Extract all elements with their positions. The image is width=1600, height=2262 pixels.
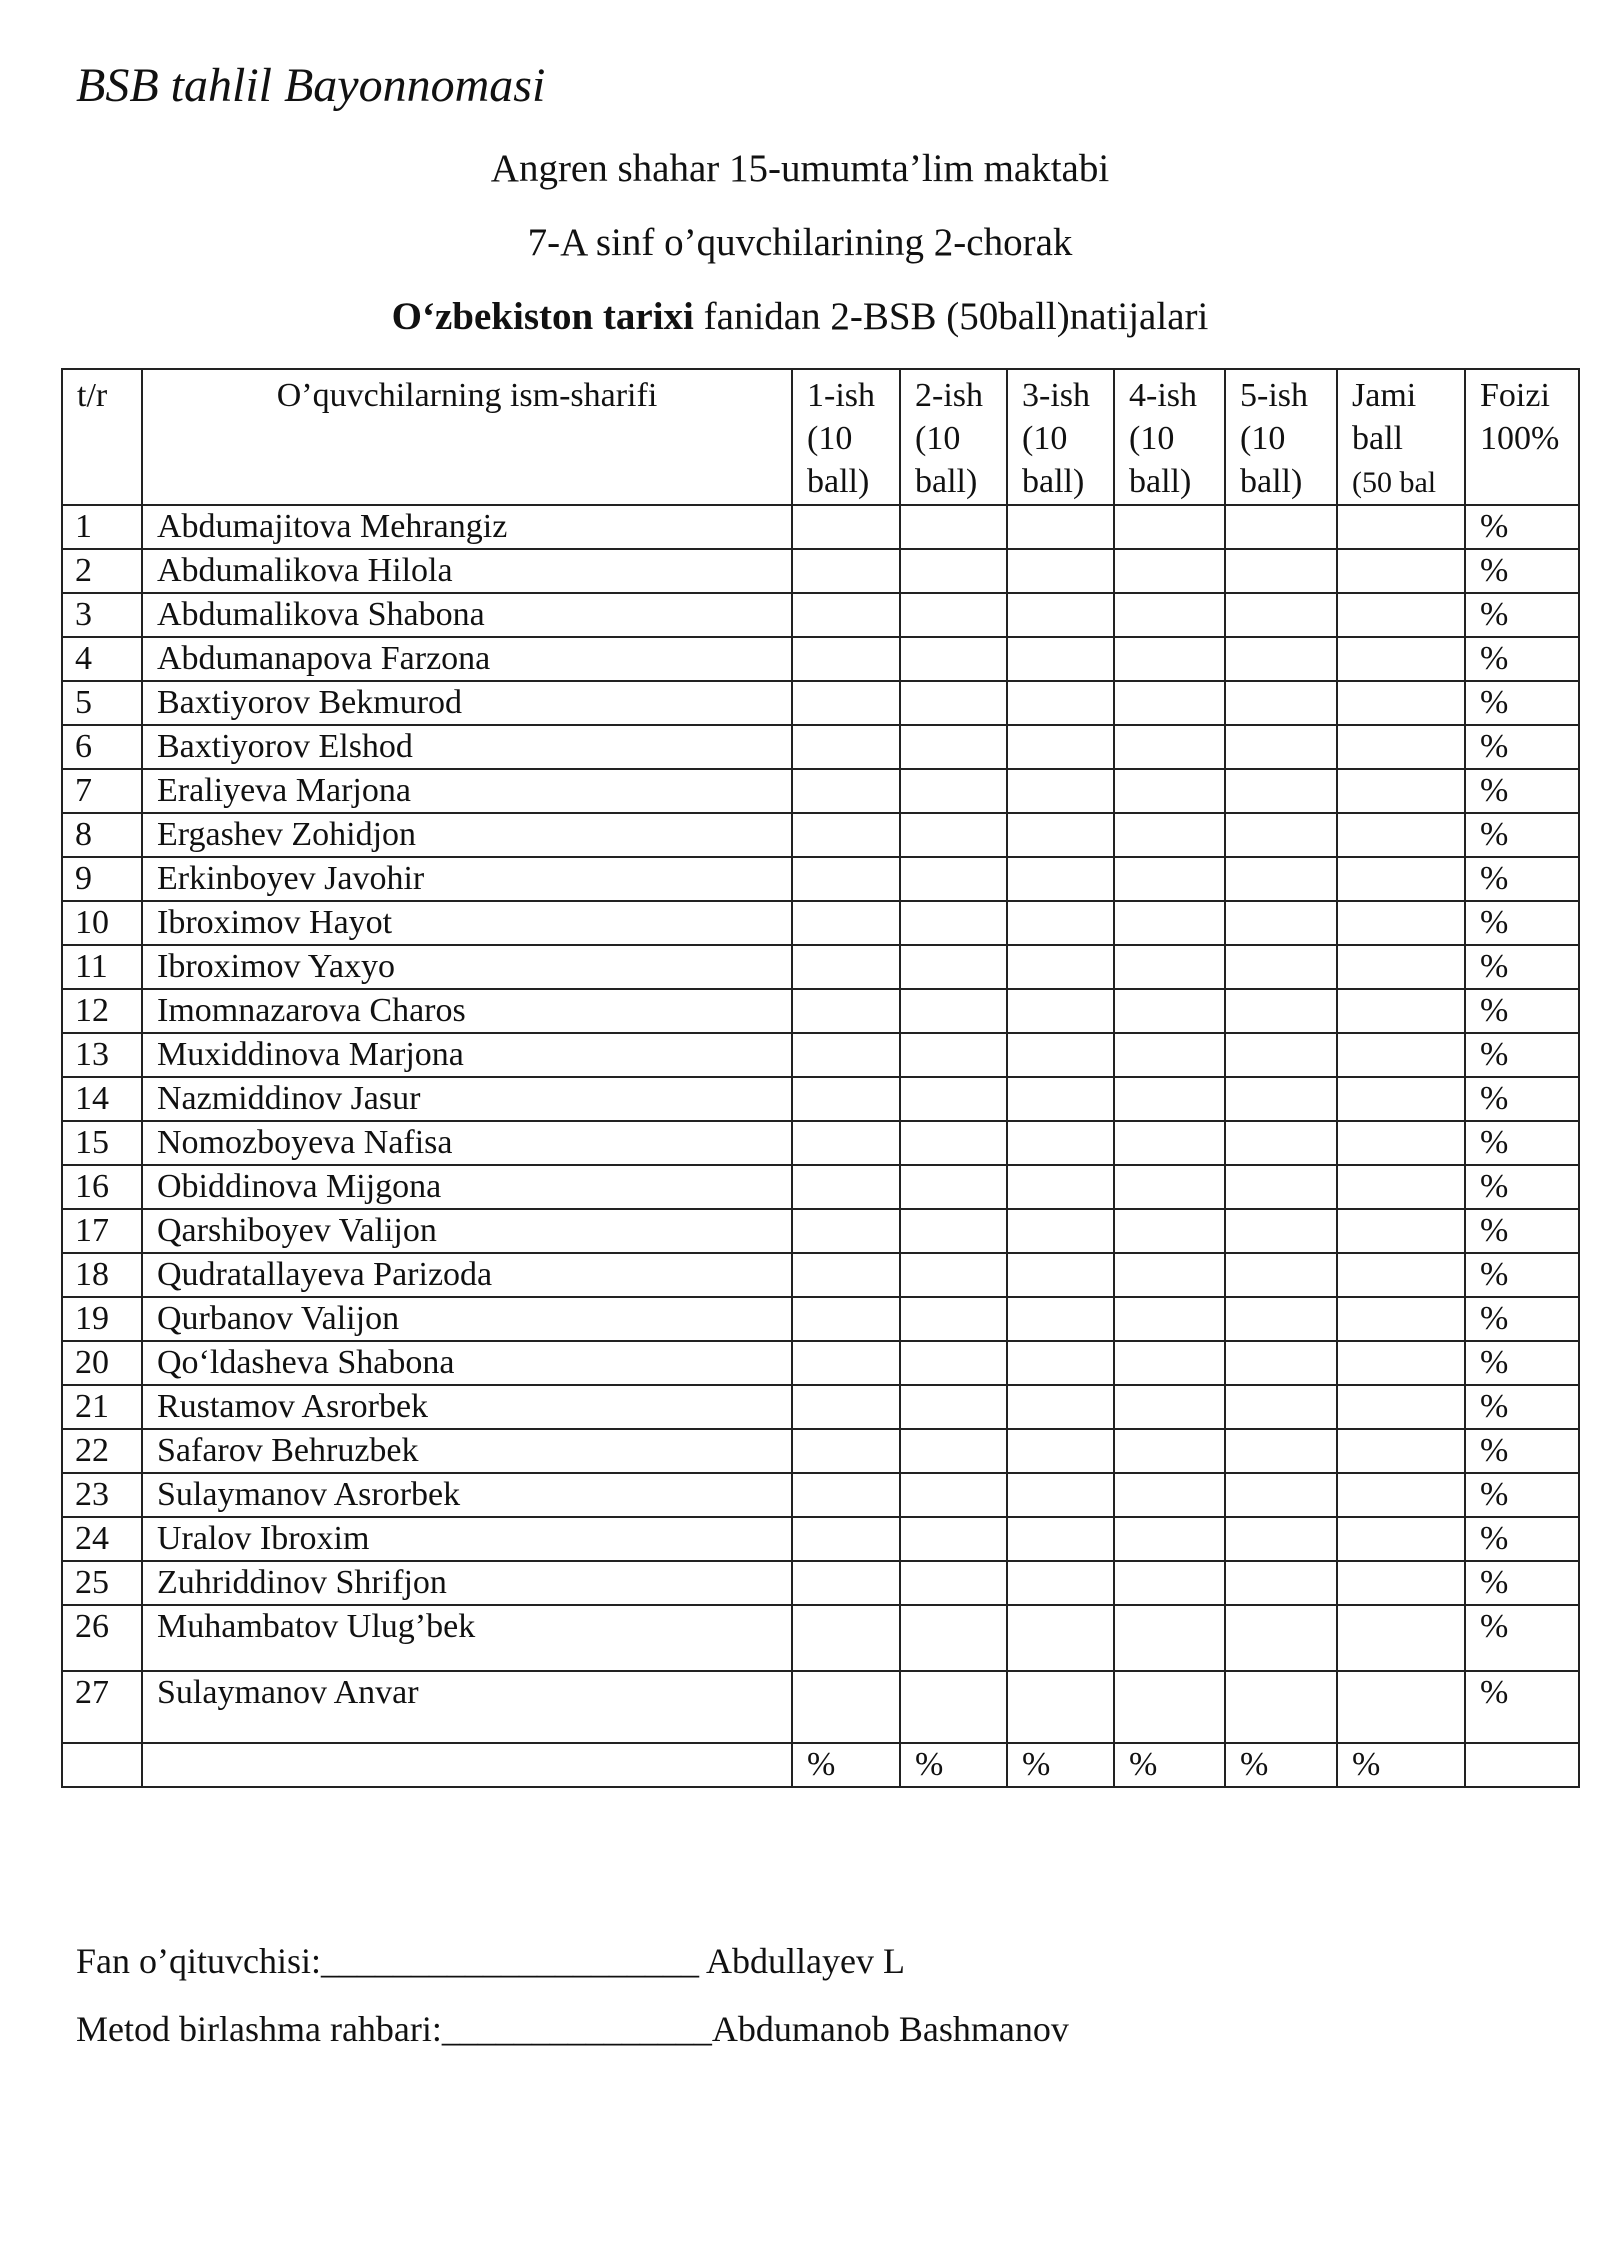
score-task-5 [1225, 1429, 1337, 1473]
score-task-1 [792, 505, 900, 549]
score-total [1337, 1605, 1465, 1671]
student-name: Rustamov Asrorbek [142, 1385, 792, 1429]
student-name: Muhambatov Ulug’bek [142, 1605, 792, 1671]
score-task-1 [792, 1385, 900, 1429]
student-name: Zuhriddinov Shrifjon [142, 1561, 792, 1605]
student-name: Ergashev Zohidjon [142, 813, 792, 857]
score-task-1 [792, 1077, 900, 1121]
student-name: Abdumalikova Hilola [142, 549, 792, 593]
row-number: 2 [62, 549, 142, 593]
score-total [1337, 1671, 1465, 1743]
totals-task-3: % [1007, 1743, 1114, 1787]
score-task-1 [792, 1429, 900, 1473]
score-total [1337, 681, 1465, 725]
totals-total: % [1337, 1743, 1465, 1787]
class-line: 7-A sinf o’quvchilarining 2-chorak [527, 221, 1073, 264]
row-number: 11 [62, 945, 142, 989]
score-total [1337, 637, 1465, 681]
table-row [62, 637, 1579, 681]
row-number: 22 [62, 1429, 142, 1473]
score-total [1337, 1517, 1465, 1561]
score-task-3 [1007, 1473, 1114, 1517]
row-number: 23 [62, 1473, 142, 1517]
student-name: Erkinboyev Javohir [142, 857, 792, 901]
score-task-3 [1007, 725, 1114, 769]
header-task-5: 5-ish (10 ball) [1225, 369, 1337, 505]
score-total [1337, 813, 1465, 857]
subject-description: fanidan 2-BSB (50ball)natijalari [693, 295, 1209, 338]
score-task-4 [1114, 945, 1225, 989]
score-percent: % [1465, 505, 1579, 549]
student-name: Eraliyeva Marjona [142, 769, 792, 813]
score-task-5 [1225, 1517, 1337, 1561]
totals-num-cell [62, 1743, 142, 1787]
table-row [62, 1121, 1579, 1165]
score-task-3 [1007, 637, 1114, 681]
score-total [1337, 857, 1465, 901]
score-task-4 [1114, 637, 1225, 681]
row-number: 9 [62, 857, 142, 901]
score-task-4 [1114, 1517, 1225, 1561]
score-task-1 [792, 1473, 900, 1517]
score-task-2 [900, 637, 1007, 681]
row-number: 12 [62, 989, 142, 1033]
score-percent: % [1465, 593, 1579, 637]
totals-percent [1465, 1743, 1579, 1787]
score-total [1337, 1253, 1465, 1297]
table-row [62, 857, 1579, 901]
table-row [62, 1473, 1579, 1517]
score-task-4 [1114, 769, 1225, 813]
score-task-2 [900, 1517, 1007, 1561]
score-task-2 [900, 1605, 1007, 1671]
score-task-5 [1225, 1033, 1337, 1077]
score-percent: % [1465, 1033, 1579, 1077]
table-row [62, 1077, 1579, 1121]
score-total [1337, 1077, 1465, 1121]
score-task-2 [900, 1429, 1007, 1473]
student-name: Ibroximov Hayot [142, 901, 792, 945]
score-task-5 [1225, 1165, 1337, 1209]
table-row [62, 1561, 1579, 1605]
score-task-2 [900, 813, 1007, 857]
row-number: 24 [62, 1517, 142, 1561]
student-name: Nazmiddinov Jasur [142, 1077, 792, 1121]
header-task-1: 1-ish (10 ball) [792, 369, 900, 505]
score-task-2 [900, 593, 1007, 637]
head-signature: Metod birlashma rahbari:_______________Abdumanob Bashmanov [76, 2009, 1069, 2049]
row-number: 17 [62, 1209, 142, 1253]
score-task-1 [792, 1165, 900, 1209]
table-row [62, 1209, 1579, 1253]
score-task-1 [792, 549, 900, 593]
totals-task-2: % [900, 1743, 1007, 1787]
totals-row [62, 1743, 1579, 1787]
score-task-5 [1225, 1121, 1337, 1165]
score-percent: % [1465, 725, 1579, 769]
score-percent: % [1465, 1473, 1579, 1517]
table-row [62, 813, 1579, 857]
score-task-4 [1114, 813, 1225, 857]
header-row [62, 369, 1579, 505]
score-task-1 [792, 1605, 900, 1671]
score-task-4 [1114, 505, 1225, 549]
student-name: Muxiddinova Marjona [142, 1033, 792, 1077]
score-percent: % [1465, 1385, 1579, 1429]
score-task-2 [900, 1253, 1007, 1297]
score-task-3 [1007, 593, 1114, 637]
score-task-3 [1007, 945, 1114, 989]
score-task-5 [1225, 1561, 1337, 1605]
score-task-4 [1114, 1429, 1225, 1473]
score-task-4 [1114, 1671, 1225, 1743]
score-task-4 [1114, 1385, 1225, 1429]
score-task-2 [900, 769, 1007, 813]
subject-line [0, 294, 1600, 339]
score-task-3 [1007, 1561, 1114, 1605]
document-title: BSB tahlil Bayonnomasi [76, 59, 546, 112]
score-task-2 [900, 681, 1007, 725]
score-total [1337, 1033, 1465, 1077]
score-task-1 [792, 725, 900, 769]
score-total [1337, 1341, 1465, 1385]
score-task-4 [1114, 989, 1225, 1033]
score-percent: % [1465, 1297, 1579, 1341]
header-task-4: 4-ish (10 ball) [1114, 369, 1225, 505]
score-task-1 [792, 901, 900, 945]
score-task-3 [1007, 857, 1114, 901]
row-number: 8 [62, 813, 142, 857]
table-row [62, 1429, 1579, 1473]
score-task-5 [1225, 1671, 1337, 1743]
score-task-5 [1225, 989, 1337, 1033]
table-row [62, 681, 1579, 725]
score-task-3 [1007, 1385, 1114, 1429]
row-number: 21 [62, 1385, 142, 1429]
score-task-4 [1114, 1561, 1225, 1605]
score-percent: % [1465, 1077, 1579, 1121]
score-task-5 [1225, 1385, 1337, 1429]
score-task-5 [1225, 1209, 1337, 1253]
row-number: 18 [62, 1253, 142, 1297]
header-name: O’quvchilarning ism-sharifi [142, 369, 792, 505]
score-task-3 [1007, 1429, 1114, 1473]
score-total [1337, 945, 1465, 989]
score-task-2 [900, 1561, 1007, 1605]
student-name: Qudratallayeva Parizoda [142, 1253, 792, 1297]
student-name: Qurbanov Valijon [142, 1297, 792, 1341]
score-task-2 [900, 1209, 1007, 1253]
score-task-1 [792, 1121, 900, 1165]
score-task-2 [900, 725, 1007, 769]
score-task-5 [1225, 813, 1337, 857]
score-total [1337, 1385, 1465, 1429]
score-task-4 [1114, 1033, 1225, 1077]
score-task-4 [1114, 593, 1225, 637]
row-number: 4 [62, 637, 142, 681]
row-number: 13 [62, 1033, 142, 1077]
score-task-3 [1007, 1121, 1114, 1165]
score-percent: % [1465, 1561, 1579, 1605]
student-name: Qarshiboyev Valijon [142, 1209, 792, 1253]
score-percent: % [1465, 901, 1579, 945]
score-task-1 [792, 857, 900, 901]
score-task-4 [1114, 725, 1225, 769]
student-name: Sulaymanov Anvar [142, 1671, 792, 1743]
score-task-4 [1114, 1121, 1225, 1165]
row-number: 1 [62, 505, 142, 549]
totals-name-cell [142, 1743, 792, 1787]
score-task-5 [1225, 505, 1337, 549]
score-task-3 [1007, 1297, 1114, 1341]
row-number: 26 [62, 1605, 142, 1671]
score-total [1337, 1297, 1465, 1341]
score-task-1 [792, 593, 900, 637]
score-task-4 [1114, 1297, 1225, 1341]
student-name: Abdumanapova Farzona [142, 637, 792, 681]
row-number: 3 [62, 593, 142, 637]
table-row [62, 505, 1579, 549]
student-name: Imomnazarova Charos [142, 989, 792, 1033]
score-task-3 [1007, 901, 1114, 945]
student-name: Obiddinova Mijgona [142, 1165, 792, 1209]
row-number: 16 [62, 1165, 142, 1209]
subject-name: O‘zbekiston tarixi [391, 295, 694, 338]
score-task-1 [792, 1517, 900, 1561]
score-task-4 [1114, 1253, 1225, 1297]
score-task-2 [900, 901, 1007, 945]
score-task-4 [1114, 857, 1225, 901]
score-task-1 [792, 681, 900, 725]
score-task-5 [1225, 1341, 1337, 1385]
student-name: Baxtiyorov Elshod [142, 725, 792, 769]
score-task-1 [792, 1671, 900, 1743]
score-total [1337, 725, 1465, 769]
score-task-3 [1007, 681, 1114, 725]
results-table [61, 368, 1580, 1788]
score-task-4 [1114, 1341, 1225, 1385]
totals-task-1: % [792, 1743, 900, 1787]
score-task-3 [1007, 1605, 1114, 1671]
score-task-5 [1225, 1605, 1337, 1671]
header-percent: Foizi 100% [1465, 369, 1579, 505]
score-task-5 [1225, 681, 1337, 725]
score-total [1337, 1165, 1465, 1209]
score-task-2 [900, 989, 1007, 1033]
student-name: Nomozboyeva Nafisa [142, 1121, 792, 1165]
teacher-signature: Fan o’qituvchisi:_____________________ Abdullayev L [76, 1941, 905, 1981]
score-total [1337, 549, 1465, 593]
row-number: 7 [62, 769, 142, 813]
score-total [1337, 505, 1465, 549]
score-task-4 [1114, 681, 1225, 725]
score-task-1 [792, 1033, 900, 1077]
score-task-3 [1007, 1077, 1114, 1121]
score-task-4 [1114, 1209, 1225, 1253]
score-total [1337, 989, 1465, 1033]
score-task-3 [1007, 813, 1114, 857]
table-row [62, 1165, 1579, 1209]
table-row [62, 593, 1579, 637]
score-task-1 [792, 1561, 900, 1605]
student-name: Qo‘ldasheva Shabona [142, 1341, 792, 1385]
table-row [62, 1253, 1579, 1297]
score-total [1337, 769, 1465, 813]
table-row [62, 1385, 1579, 1429]
score-task-2 [900, 549, 1007, 593]
row-number: 14 [62, 1077, 142, 1121]
score-task-5 [1225, 593, 1337, 637]
student-name: Safarov Behruzbek [142, 1429, 792, 1473]
score-task-3 [1007, 1517, 1114, 1561]
score-task-1 [792, 637, 900, 681]
score-percent: % [1465, 945, 1579, 989]
score-task-2 [900, 1033, 1007, 1077]
score-task-2 [900, 945, 1007, 989]
score-task-2 [900, 1165, 1007, 1209]
score-total [1337, 1121, 1465, 1165]
score-total [1337, 593, 1465, 637]
score-task-4 [1114, 549, 1225, 593]
score-percent: % [1465, 1209, 1579, 1253]
score-task-1 [792, 1209, 900, 1253]
score-task-5 [1225, 549, 1337, 593]
score-task-2 [900, 505, 1007, 549]
score-task-2 [900, 1473, 1007, 1517]
score-percent: % [1465, 1517, 1579, 1561]
row-number: 19 [62, 1297, 142, 1341]
score-percent: % [1465, 769, 1579, 813]
header-num: t/r [62, 369, 142, 505]
score-task-1 [792, 1253, 900, 1297]
table-row [62, 1605, 1579, 1671]
score-percent: % [1465, 857, 1579, 901]
score-total [1337, 1473, 1465, 1517]
header-total: Jami ball (50 bal [1337, 369, 1465, 505]
table-row [62, 1297, 1579, 1341]
score-task-5 [1225, 945, 1337, 989]
score-total [1337, 1209, 1465, 1253]
score-task-2 [900, 1077, 1007, 1121]
score-percent: % [1465, 989, 1579, 1033]
score-task-4 [1114, 901, 1225, 945]
score-task-1 [792, 945, 900, 989]
score-task-5 [1225, 1297, 1337, 1341]
score-task-3 [1007, 1341, 1114, 1385]
row-number: 20 [62, 1341, 142, 1385]
totals-task-4: % [1114, 1743, 1225, 1787]
score-task-1 [792, 1297, 900, 1341]
score-task-2 [900, 1671, 1007, 1743]
score-task-3 [1007, 1209, 1114, 1253]
score-percent: % [1465, 1341, 1579, 1385]
score-task-1 [792, 989, 900, 1033]
score-task-1 [792, 769, 900, 813]
score-percent: % [1465, 637, 1579, 681]
row-number: 6 [62, 725, 142, 769]
student-name: Ibroximov Yaxyo [142, 945, 792, 989]
score-percent: % [1465, 1253, 1579, 1297]
score-percent: % [1465, 1605, 1579, 1671]
score-task-4 [1114, 1077, 1225, 1121]
score-total [1337, 1429, 1465, 1473]
table-row [62, 1341, 1579, 1385]
student-name: Sulaymanov Asrorbek [142, 1473, 792, 1517]
score-task-2 [900, 1297, 1007, 1341]
score-task-5 [1225, 769, 1337, 813]
score-percent: % [1465, 681, 1579, 725]
score-percent: % [1465, 1165, 1579, 1209]
table-row [62, 1033, 1579, 1077]
score-task-5 [1225, 1077, 1337, 1121]
score-task-5 [1225, 637, 1337, 681]
score-percent: % [1465, 549, 1579, 593]
score-task-5 [1225, 725, 1337, 769]
student-name: Abdumalikova Shabona [142, 593, 792, 637]
score-task-3 [1007, 1253, 1114, 1297]
score-task-3 [1007, 1671, 1114, 1743]
score-task-2 [900, 1385, 1007, 1429]
row-number: 27 [62, 1671, 142, 1743]
score-task-4 [1114, 1473, 1225, 1517]
table-row [62, 989, 1579, 1033]
header-task-3: 3-ish (10 ball) [1007, 369, 1114, 505]
score-task-5 [1225, 1473, 1337, 1517]
row-number: 15 [62, 1121, 142, 1165]
score-percent: % [1465, 1121, 1579, 1165]
table-row [62, 769, 1579, 813]
totals-task-5: % [1225, 1743, 1337, 1787]
school-line: Angren shahar 15-umumta’lim maktabi [490, 147, 1110, 190]
student-name: Abdumajitova Mehrangiz [142, 505, 792, 549]
score-task-1 [792, 1341, 900, 1385]
row-number: 25 [62, 1561, 142, 1605]
table-row [62, 1517, 1579, 1561]
score-task-2 [900, 857, 1007, 901]
score-task-3 [1007, 769, 1114, 813]
table-row [62, 1671, 1579, 1743]
student-name: Uralov Ibroxim [142, 1517, 792, 1561]
score-percent: % [1465, 813, 1579, 857]
table-row [62, 901, 1579, 945]
table-row [62, 945, 1579, 989]
score-task-5 [1225, 857, 1337, 901]
student-name: Baxtiyorov Bekmurod [142, 681, 792, 725]
row-number: 10 [62, 901, 142, 945]
score-task-4 [1114, 1605, 1225, 1671]
score-task-3 [1007, 989, 1114, 1033]
score-percent: % [1465, 1671, 1579, 1743]
score-total [1337, 1561, 1465, 1605]
score-task-5 [1225, 1253, 1337, 1297]
score-total [1337, 901, 1465, 945]
score-task-2 [900, 1341, 1007, 1385]
score-task-3 [1007, 549, 1114, 593]
score-task-2 [900, 1121, 1007, 1165]
table-row [62, 549, 1579, 593]
header-task-2: 2-ish (10 ball) [900, 369, 1007, 505]
table-row [62, 725, 1579, 769]
row-number: 5 [62, 681, 142, 725]
score-task-1 [792, 813, 900, 857]
score-task-3 [1007, 505, 1114, 549]
score-task-4 [1114, 1165, 1225, 1209]
score-task-3 [1007, 1165, 1114, 1209]
score-task-3 [1007, 1033, 1114, 1077]
score-percent: % [1465, 1429, 1579, 1473]
score-task-5 [1225, 901, 1337, 945]
